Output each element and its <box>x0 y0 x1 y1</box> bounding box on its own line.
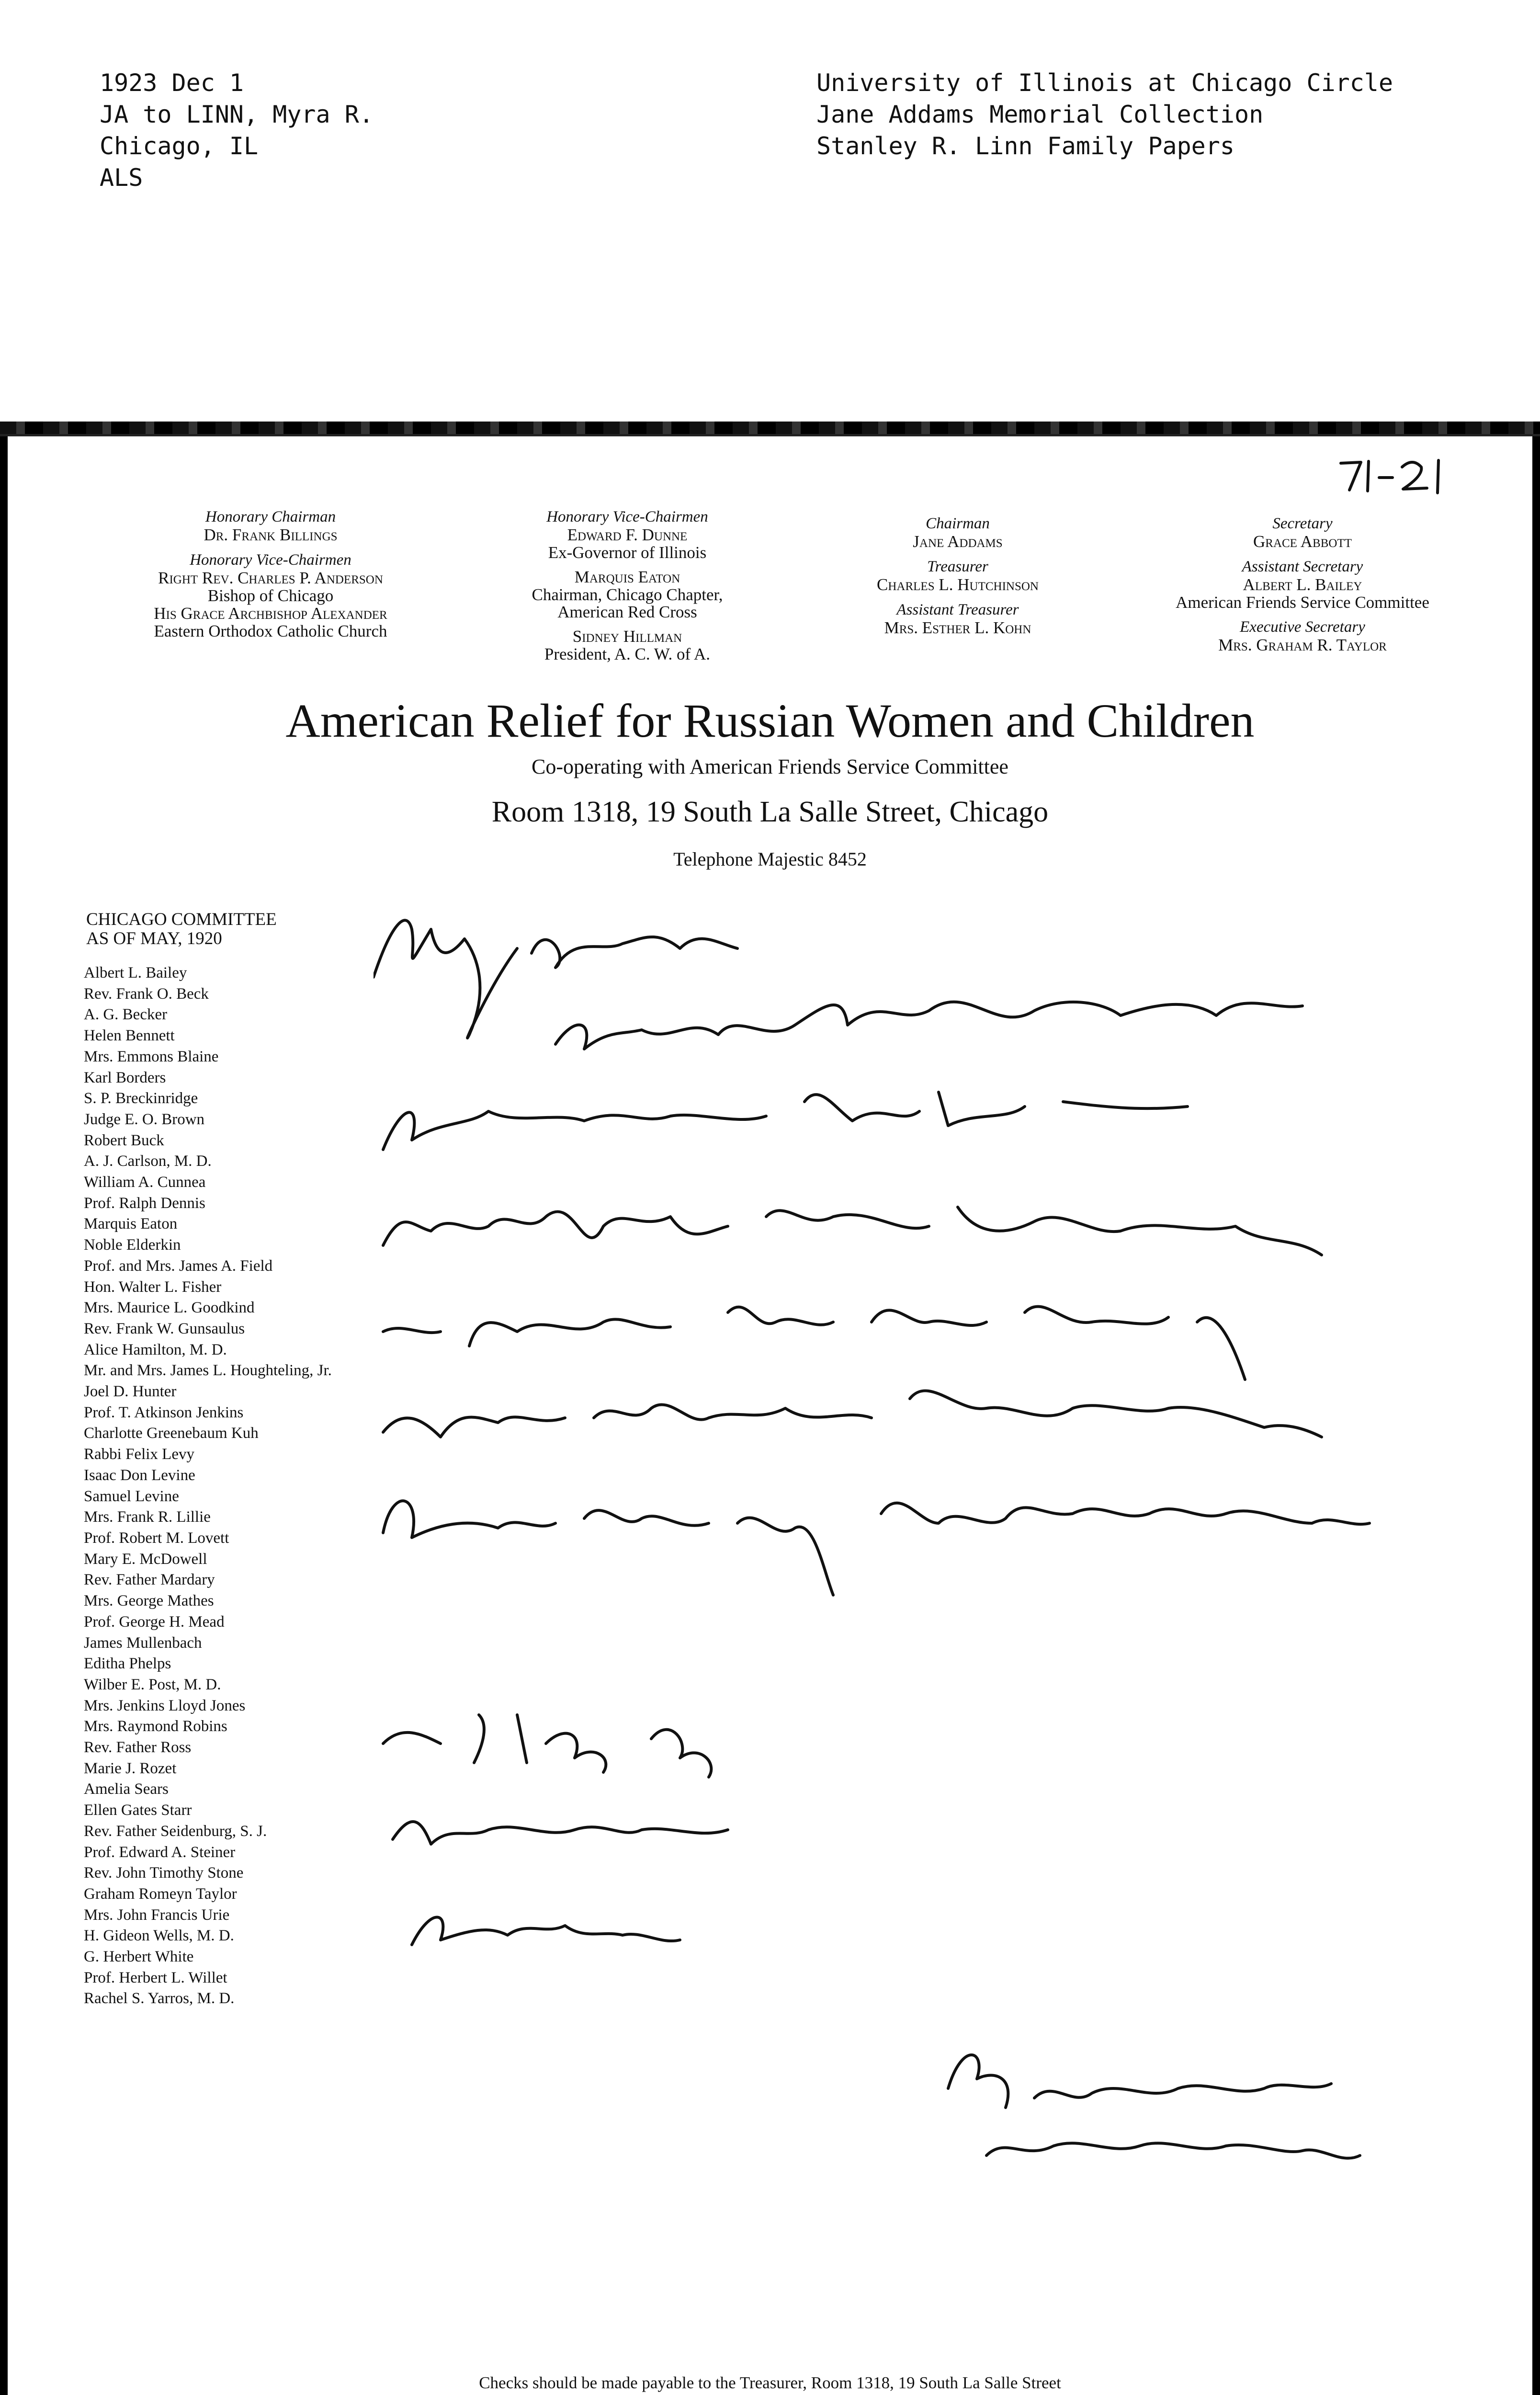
committee-member: Rachel S. Yarros, M. D. <box>84 1990 235 2007</box>
committee-member: James Mullenbach <box>84 1634 202 1652</box>
officer-title: American Friends Service Committee <box>1176 593 1429 612</box>
committee-member: Prof. George H. Mead <box>84 1613 225 1631</box>
committee-member: Prof. Edward A. Steiner <box>84 1843 236 1861</box>
officers-column-1 <box>103 508 438 640</box>
officer-title: Ex-Governor of Illinois <box>548 543 707 562</box>
officer-role: Assistant Secretary <box>1242 558 1363 575</box>
committee-member: Mrs. Raymond Robins <box>84 1718 227 1735</box>
committee-member: Prof. Herbert L. Willet <box>84 1969 227 1986</box>
committee-member: Rev. John Timothy Stone <box>84 1864 244 1882</box>
officer-role: Chairman <box>926 515 990 532</box>
committee-member: Mrs. Frank R. Lillie <box>84 1508 211 1526</box>
committee-member: Mrs. Maurice L. Goodkind <box>84 1299 255 1317</box>
organization-subtitle: Co-operating with American Friends Service Committee <box>532 755 1008 778</box>
officer-name: Albert L. Bailey <box>1243 575 1362 594</box>
officer-name: His Grace Archbishop Alexander <box>154 604 387 623</box>
committee-member: Mrs. Jenkins Lloyd Jones <box>84 1697 246 1714</box>
committee-member: G. Herbert White <box>84 1948 194 1966</box>
catalog-type: ALS <box>100 164 143 192</box>
catalog-date: 1923 Dec 1 <box>100 69 244 97</box>
committee-member: Joel D. Hunter <box>84 1383 177 1401</box>
committee-member: Amelia Sears <box>84 1780 169 1798</box>
committee-member: William A. Cunnea <box>84 1174 206 1191</box>
committee-member: Marie J. Rozet <box>84 1759 177 1777</box>
officer-name: Edward F. Dunne <box>567 525 688 544</box>
committee-member: Isaac Don Levine <box>84 1466 195 1484</box>
committee-member: Editha Phelps <box>84 1655 171 1673</box>
committee-member: Mary E. McDowell <box>84 1550 207 1568</box>
committee-member: Charlotte Greenebaum Kuh <box>84 1425 259 1442</box>
committee-member: Albert L. Bailey <box>84 964 187 981</box>
officer-name: Right Rev. Charles P. Anderson <box>158 569 383 587</box>
committee-member: Prof. Ralph Dennis <box>84 1194 205 1212</box>
committee-heading-date: AS OF MAY, 1920 <box>86 929 222 948</box>
committee-member-list <box>84 963 332 2009</box>
organization-address: Room 1318, 19 South La Salle Street, Chicago <box>491 796 1049 828</box>
organization-phone: Telephone Majestic 8452 <box>673 848 867 870</box>
officers-column-4 <box>1135 508 1470 654</box>
officer-role: Honorary Vice-Chairmen <box>190 551 351 569</box>
committee-member: Prof. and Mrs. James A. Field <box>84 1257 273 1275</box>
committee-member: Karl Borders <box>84 1069 166 1086</box>
committee-member: Prof. T. Atkinson Jenkins <box>84 1403 244 1421</box>
committee-member: Mrs. John Francis Urie <box>84 1906 230 1924</box>
officer-role: Assistant Treasurer <box>896 601 1019 618</box>
committee-member: Wilber E. Post, M. D. <box>84 1676 221 1693</box>
committee-member: Rabbi Felix Levy <box>84 1446 194 1463</box>
committee-member: Rev. Frank W. Gunsaulus <box>84 1320 245 1337</box>
footer-payment-note: Checks should be made payable to the Treasurer, Room 1318, 19 South La Salle Street <box>479 2373 1061 2392</box>
officer-name: Mrs. Esther L. Kohn <box>884 618 1031 637</box>
committee-member: Graham Romeyn Taylor <box>84 1885 237 1903</box>
officer-role: Honorary Vice-Chairmen <box>546 508 708 525</box>
committee-member: Helen Bennett <box>84 1027 175 1045</box>
officer-role: Executive Secretary <box>1240 618 1365 636</box>
committee-member: S. P. Breckinridge <box>84 1090 198 1107</box>
archive-number-handwritten <box>1336 453 1451 501</box>
committee-member: Ellen Gates Starr <box>84 1802 192 1819</box>
committee-member: Robert Buck <box>84 1131 164 1149</box>
catalog-collection: Jane Addams Memorial Collection <box>816 101 1264 128</box>
catalog-stamp-left <box>100 67 374 194</box>
committee-member: Alice Hamilton, M. D. <box>84 1341 227 1358</box>
officers-column-2 <box>460 508 795 663</box>
catalog-institution: University of Illinois at Chicago Circle <box>816 69 1393 97</box>
committee-member: A. J. Carlson, M. D. <box>84 1152 212 1170</box>
committee-member: Rev. Father Seidenburg, S. J. <box>84 1822 267 1840</box>
committee-member: Noble Elderkin <box>84 1236 181 1254</box>
officer-name: Charles L. Hutchinson <box>877 575 1039 594</box>
officer-role: Secretary <box>1272 515 1333 532</box>
officer-name: Dr. Frank Billings <box>204 525 338 544</box>
officer-title: Chairman, Chicago Chapter, <box>532 585 723 604</box>
committee-member: Mr. and Mrs. James L. Houghteling, Jr. <box>84 1362 332 1380</box>
committee-member: Judge E. O. Brown <box>84 1110 205 1128</box>
catalog-place: Chicago, IL <box>100 132 259 160</box>
committee-member: Rev. Father Ross <box>84 1739 192 1756</box>
committee-member: Mrs. Emmons Blaine <box>84 1048 219 1065</box>
officer-title: American Red Cross <box>557 603 697 621</box>
officer-name: Grace Abbott <box>1253 532 1352 551</box>
officer-title: President, A. C. W. of A. <box>544 645 711 663</box>
organization-title: American Relief for Russian Women and Children <box>285 694 1255 747</box>
officer-name: Jane Addams <box>913 532 1003 551</box>
committee-heading <box>86 910 277 948</box>
handwritten-letter-body <box>374 901 1523 2194</box>
scan-top-edge <box>0 422 1540 434</box>
officer-role: Honorary Chairman <box>205 508 336 525</box>
scan-top-edge-line <box>0 434 1540 436</box>
committee-member: Hon. Walter L. Fisher <box>84 1278 222 1296</box>
officer-name: Sidney Hillman <box>572 627 682 646</box>
officer-title: Eastern Orthodox Catholic Church <box>154 622 387 640</box>
catalog-stamp-right <box>816 67 1393 162</box>
officer-title: Bishop of Chicago <box>207 586 334 605</box>
committee-member: Rev. Father Mardary <box>84 1571 215 1589</box>
officer-name: Marquis Eaton <box>574 568 680 586</box>
catalog-series: Stanley R. Linn Family Papers <box>816 132 1234 160</box>
officer-role: Treasurer <box>927 558 988 575</box>
committee-heading-title: CHICAGO COMMITTEE <box>86 910 277 929</box>
committee-member: H. Gideon Wells, M. D. <box>84 1927 234 1945</box>
officers-column-3 <box>790 508 1125 637</box>
committee-member: Marquis Eaton <box>84 1215 178 1233</box>
committee-member: Prof. Robert M. Lovett <box>84 1529 229 1547</box>
officer-name: Mrs. Graham R. Taylor <box>1218 636 1387 654</box>
committee-member: Samuel Levine <box>84 1487 179 1505</box>
committee-member: Mrs. George Mathes <box>84 1592 214 1610</box>
catalog-correspondents: JA to LINN, Myra R. <box>100 101 374 128</box>
committee-member: A. G. Becker <box>84 1006 168 1024</box>
committee-member: Rev. Frank O. Beck <box>84 985 209 1003</box>
